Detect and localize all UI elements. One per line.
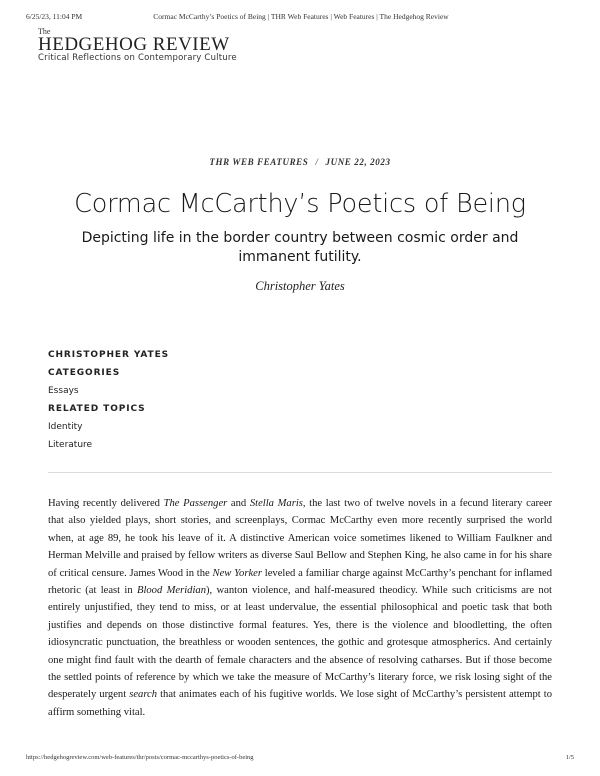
article-subtitle: Depicting life in the border country between cosmic order and immanent futility. bbox=[81, 230, 519, 265]
article-meta bbox=[48, 349, 169, 457]
logo-name: HEDGEHOG REVIEW bbox=[38, 34, 230, 55]
print-header bbox=[26, 12, 576, 24]
publish-date: JUNE 22, 2023 bbox=[325, 157, 391, 167]
body-text-run: Having recently delivered bbox=[48, 498, 164, 509]
meta-topics-label: RELATED TOPICS bbox=[48, 404, 146, 414]
italic-title: Blood Meridian bbox=[136, 585, 206, 597]
kicker-separator: / bbox=[315, 157, 319, 167]
meta-topic-link[interactable]: Literature bbox=[48, 440, 93, 450]
logo-the: The bbox=[38, 27, 51, 36]
site-logo[interactable] bbox=[38, 28, 237, 63]
logo-tagline: Critical Reflections on Contemporary Culture bbox=[38, 53, 237, 63]
body-text-run: and bbox=[227, 498, 250, 509]
print-datetime: 6/25/23, 11:04 PM bbox=[26, 12, 83, 21]
italic-title: New Yorker bbox=[212, 567, 262, 579]
body-text-run: , the last two of twelve novels in a fecund literary career that also yielded plays, short stories, and screenplays, Cormac McCarthy even more recently surprised the world when, at age 89, he took his leave of it. A distinctive American voice sometimes likened to William Faulkner and Herman Melville and praised by fellow writers as diverse Saul Bellow and Stephen King, he also came in for his share of critical censure. James Wood in the bbox=[48, 498, 552, 579]
meta-topic-link[interactable]: Identity bbox=[48, 422, 83, 432]
divider bbox=[48, 472, 552, 473]
body-text-run: leveled a familiar charge against McCarthy’s penchant for inflamed rhetoric (at least in bbox=[48, 567, 552, 597]
body-text-run: that animates each of his fugitive worlds. We lose sight of McCarthy’s persistent attempt to affirm something vital. bbox=[48, 689, 553, 718]
italic-title: Stella Maris bbox=[249, 498, 303, 509]
meta-categories-label: CATEGORIES bbox=[48, 368, 121, 378]
print-page-title: Cormac McCarthy’s Poetics of Being | THR Web Features | Web Features | The Hedgehog Review bbox=[153, 12, 449, 21]
meta-author-link[interactable]: CHRISTOPHER YATES bbox=[48, 350, 170, 360]
body-text-run: ), wanton violence, and half-measured theodicy. While such criticisms are not entirely unjustified, they tend to miss, or at least undervalue, the essential philosophical and poetic task that both justifies and depends on those distinctive formal features. Yes, there is the violence and bloodletting, the often idiosyncratic punctuation, the breathless or wooden sentences, the gothic and grotesque atmospherics. And certainly one might find fault with the dearth of female characters and the absence of resolving catharses. But if those become the settled points of reference by which we take the measure of McCarthy’s literary force, we risk losing sight of the desperately urgent bbox=[48, 585, 552, 701]
print-page-number: 1/5 bbox=[565, 754, 574, 761]
article-body-paragraph bbox=[48, 495, 552, 721]
print-footer bbox=[26, 754, 574, 764]
italic-title: The Passenger bbox=[163, 498, 228, 509]
print-url: https://hedgehogreview.com/web-features/thr/posts/cormac-mccarthys-poetics-of-being bbox=[26, 754, 254, 761]
article-title: Cormac McCarthy’s Poetics of Being bbox=[74, 189, 526, 219]
italic-title: search bbox=[129, 689, 158, 701]
article-byline[interactable]: Christopher Yates bbox=[255, 279, 345, 293]
article-kicker bbox=[0, 157, 600, 167]
meta-category-link[interactable]: Essays bbox=[48, 386, 79, 396]
section-link[interactable]: THR WEB FEATURES bbox=[209, 157, 309, 167]
